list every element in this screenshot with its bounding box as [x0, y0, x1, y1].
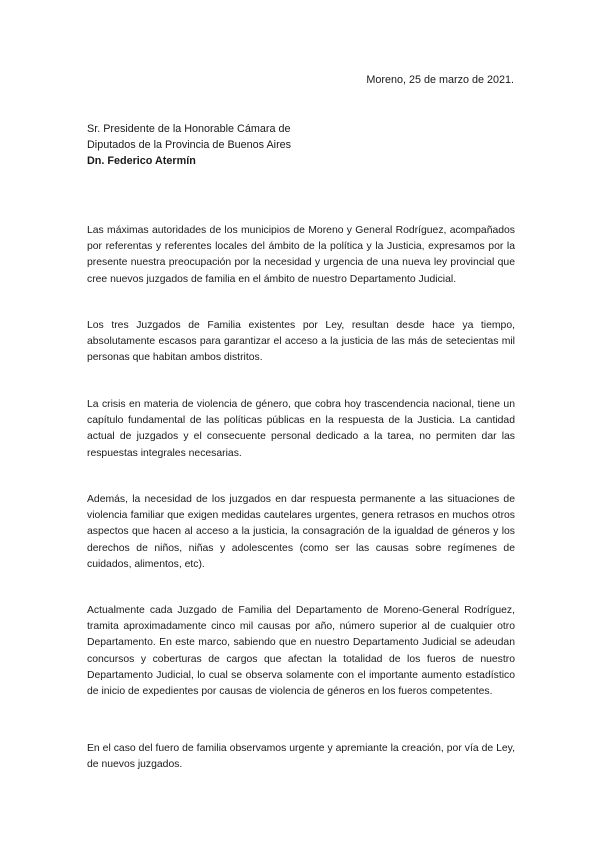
paragraph-1: Las máximas autoridades de los municipios de Moreno y General Rodríguez, acompañados por referentas y referentes locales del ámbito de la política y la Justicia, expresamos por la presente nuestra preocupación por la necesidad y urgencia de una nueva ley provincial que cree nuevos juzgados de familia en el ámbito de nuestro Departamento Judicial. [87, 225, 515, 285]
paragraph-4: Además, la necesidad de los juzgados en dar respuesta permanente a las situaciones de violencia familiar que exigen medidas cautelares urgentes, genera retrasos en muchos otros aspectos que hacen al acceso a la justicia, la consagración de la igualdad de géneros y los derechos de niños, niñas y adolescentes (como ser las causas sobre regímenes de cuidados, alimentos, etc). [87, 494, 515, 570]
paragraph-2: Los tres Juzgados de Familia existentes por Ley, resultan desde hace ya tiempo, absolutamente escasos para garantizar el acceso a la justicia de las más de setecientas mil personas que habitan ambos distritos. [87, 320, 515, 364]
recipient-name: Dn. Federico Atermín [87, 155, 196, 167]
paragraph-3: La crisis en materia de violencia de género, que cobra hoy trascendencia nacional, tiene un capítulo fundamental de las políticas públicas en la respuesta de la Justicia. La cantidad actual de juzgados y el consecuente personal dedicado a la tarea, no permiten dar las respuestas integrales necesarias. [87, 399, 515, 459]
date-line: Moreno, 25 de marzo de 2021. [366, 74, 514, 86]
recipient-block [87, 121, 527, 169]
paragraph-5: Actualmente cada Juzgado de Familia del Departamento de Moreno-General Rodríguez, tramita aproximadamente cinco mil causas por año, número superior al de cualquier otro Departamento. En este marco, sabiendo que en nuestro Departamento Judicial se adeudan concursos y coberturas de cargos que afectan la totalidad de los fueros de nuestro Departamento Judicial, lo cual se observa solamente con el importante aumento estadístico de inicio de expedientes por causas de violencia de géneros en los fueros competentes. [87, 605, 515, 698]
paragraph-6: En el caso del fuero de familia observamos urgente y apremiante la creación, por vía de Ley, de nuevos juzgados. [87, 743, 515, 771]
recipient-line-2: Diputados de la Provincia de Buenos Aires [87, 139, 292, 151]
recipient-line-1: Sr. Presidente de la Honorable Cámara de [87, 123, 291, 135]
